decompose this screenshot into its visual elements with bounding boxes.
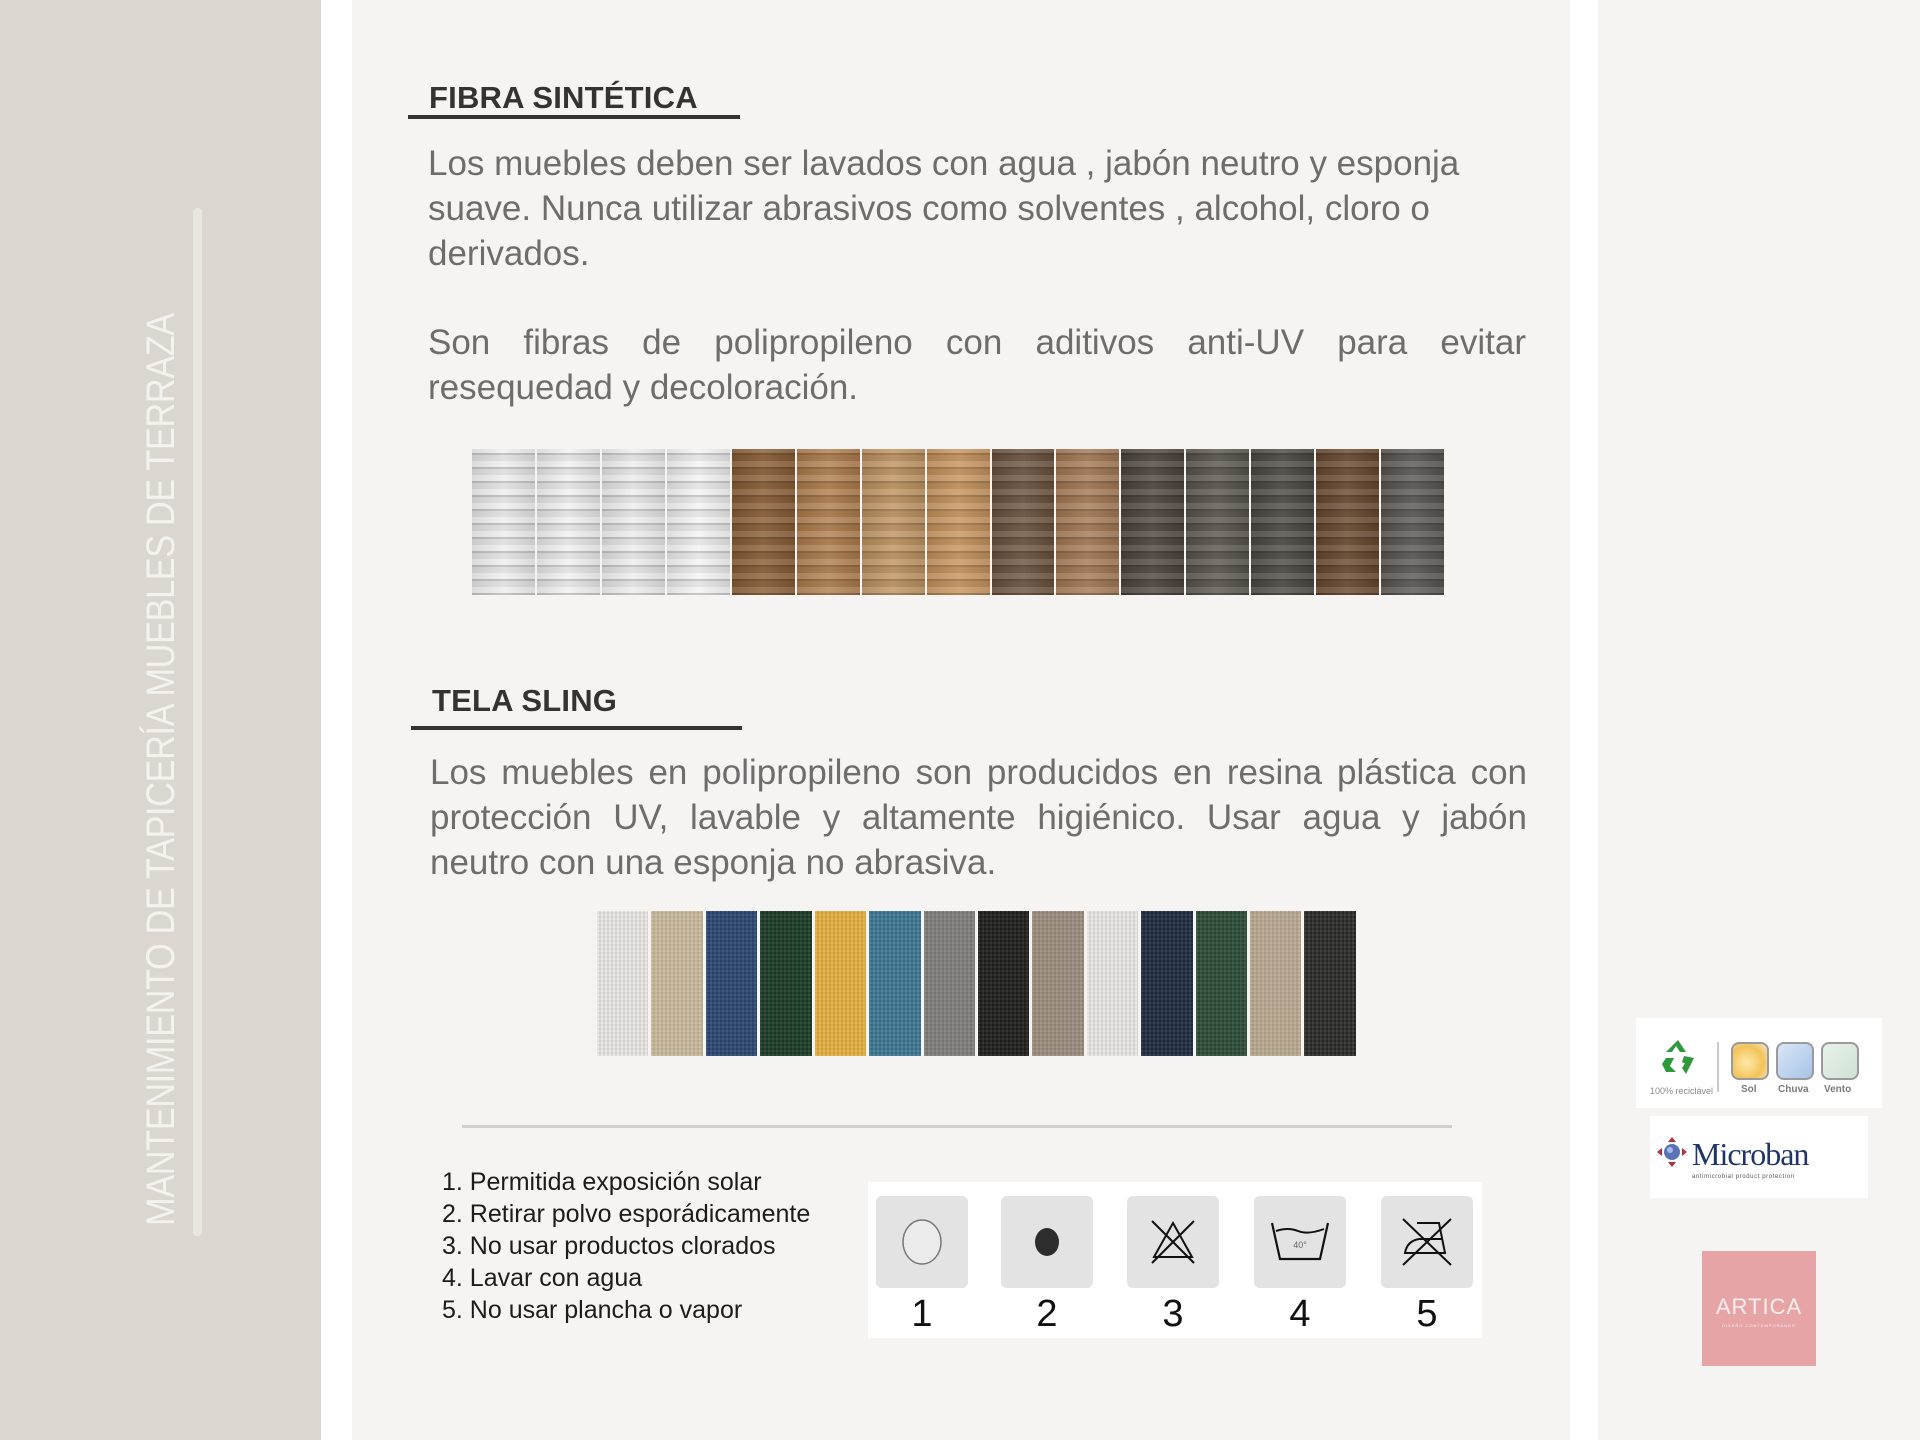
- badge-separator: [1717, 1042, 1719, 1092]
- sling-swatch: [815, 911, 866, 1056]
- wind-icon: [1821, 1042, 1859, 1080]
- fiber-swatch-row: [472, 449, 1444, 595]
- care-divider: [462, 1125, 1452, 1128]
- sun-exposure-icon: [897, 1217, 947, 1267]
- fiber-swatch: [472, 449, 535, 595]
- fiber-swatch: [797, 449, 860, 595]
- sling-swatch: [1304, 911, 1355, 1056]
- fiber-swatch: [602, 449, 665, 595]
- dust-icon: [1022, 1217, 1072, 1267]
- care-item: 2. Retirar polvo esporádicamente: [442, 1200, 811, 1228]
- care-icon-number: 1: [911, 1293, 933, 1335]
- care-icon-3: [1127, 1196, 1219, 1336]
- fibra-paragraph-2: Son fibras de polipropileno con aditivos anti-UV para evitar resequedad y decoloración.: [428, 323, 1526, 407]
- sling-swatch: [978, 911, 1029, 1056]
- sling-swatch: [1141, 911, 1192, 1056]
- sling-paragraph: Los muebles en polipropileno son producidos en resina plástica con protección UV, lavable y altamente higiénico. Usar agua y jabón neutro con una esponja no abrasiva.: [430, 753, 1527, 882]
- care-icon-number: 5: [1416, 1293, 1438, 1335]
- weather-resistance-badge: [1636, 1018, 1882, 1108]
- care-item: 3. No usar productos clorados: [442, 1232, 776, 1260]
- sling-heading-rule: [411, 726, 742, 730]
- artica-subtitle: DISEÑO CONTEMPORÁNEO: [1722, 1323, 1796, 1328]
- care-icon-number: 3: [1162, 1293, 1184, 1335]
- artica-logo: [1702, 1251, 1816, 1366]
- sidebar-title: MANTENIMIENTO DE TAPICERÍA MUEBLES DE TERRAZA: [139, 313, 183, 1226]
- fibra-heading: FIBRA SINTÉTICA: [429, 80, 698, 115]
- wash-40-icon: [1268, 1217, 1332, 1267]
- no-iron-icon: [1399, 1217, 1455, 1267]
- left-gutter: [321, 0, 352, 1440]
- microban-logo-icon: [1656, 1136, 1688, 1168]
- sling-swatch: [924, 911, 975, 1056]
- fibra-heading-rule: [408, 115, 740, 119]
- fiber-swatch: [1381, 449, 1444, 595]
- sling-swatch: [651, 911, 702, 1056]
- recycle-icon: [1658, 1036, 1698, 1076]
- care-icon-number: 4: [1289, 1293, 1311, 1335]
- care-icon-panel: [868, 1182, 1482, 1338]
- sun-icon: [1731, 1042, 1769, 1080]
- care-item: 5. No usar plancha o vapor: [442, 1296, 743, 1324]
- sling-swatch: [1087, 911, 1138, 1056]
- care-item: 4. Lavar con agua: [442, 1264, 643, 1292]
- care-list: [442, 1166, 810, 1326]
- sling-swatch: [869, 911, 920, 1056]
- care-icon-2: [1001, 1196, 1093, 1336]
- sling-swatch: [1196, 911, 1247, 1056]
- artica-wordmark: ARTICA: [1715, 1294, 1803, 1319]
- no-bleach-icon: [1148, 1217, 1198, 1267]
- fiber-swatch: [1251, 449, 1314, 595]
- microban-badge: [1650, 1116, 1868, 1198]
- care-icon-number: 2: [1036, 1293, 1058, 1335]
- fiber-swatch: [862, 449, 925, 595]
- care-icon-1: [876, 1196, 968, 1336]
- sling-swatch: [597, 911, 648, 1056]
- fiber-swatch: [732, 449, 795, 595]
- fiber-swatch: [1121, 449, 1184, 595]
- sling-heading: TELA SLING: [432, 683, 618, 718]
- recycle-label: 100% reciclável: [1650, 1086, 1714, 1096]
- rain-icon: [1776, 1042, 1814, 1080]
- microban-subtitle: antimicrobial product protection: [1692, 1174, 1795, 1180]
- care-icon-4: [1254, 1196, 1346, 1336]
- fiber-swatch: [992, 449, 1055, 595]
- fiber-swatch: [927, 449, 990, 595]
- fiber-swatch: [1186, 449, 1249, 595]
- fiber-swatch: [1056, 449, 1119, 595]
- sun-label: Sol: [1741, 1084, 1757, 1095]
- rain-label: Chuva: [1778, 1084, 1809, 1095]
- sling-swatch: [1250, 911, 1301, 1056]
- right-panel: [1598, 0, 1920, 1440]
- fiber-swatch: [537, 449, 600, 595]
- fiber-swatch: [667, 449, 730, 595]
- wind-label: Vento: [1824, 1084, 1852, 1095]
- microban-wordmark: Microban: [1692, 1136, 1809, 1172]
- care-item: 1. Permitida exposición solar: [442, 1168, 762, 1196]
- right-gutter: [1570, 0, 1598, 1440]
- sling-swatch: [1032, 911, 1083, 1056]
- sling-swatch: [706, 911, 757, 1056]
- svg-text:40°: 40°: [1293, 1240, 1307, 1250]
- sling-swatch-row: [597, 911, 1356, 1056]
- sidebar: [0, 0, 321, 1440]
- care-icon-5: [1381, 1196, 1473, 1336]
- sidebar-rule: [193, 208, 202, 1236]
- sling-swatch: [760, 911, 811, 1056]
- fibra-paragraph-1: Los muebles deben ser lavados con agua , jabón neutro y esponja suave. Nunca utilizar abrasivos como solventes , alcohol, cloro o derivados.: [428, 144, 1460, 273]
- fiber-swatch: [1316, 449, 1379, 595]
